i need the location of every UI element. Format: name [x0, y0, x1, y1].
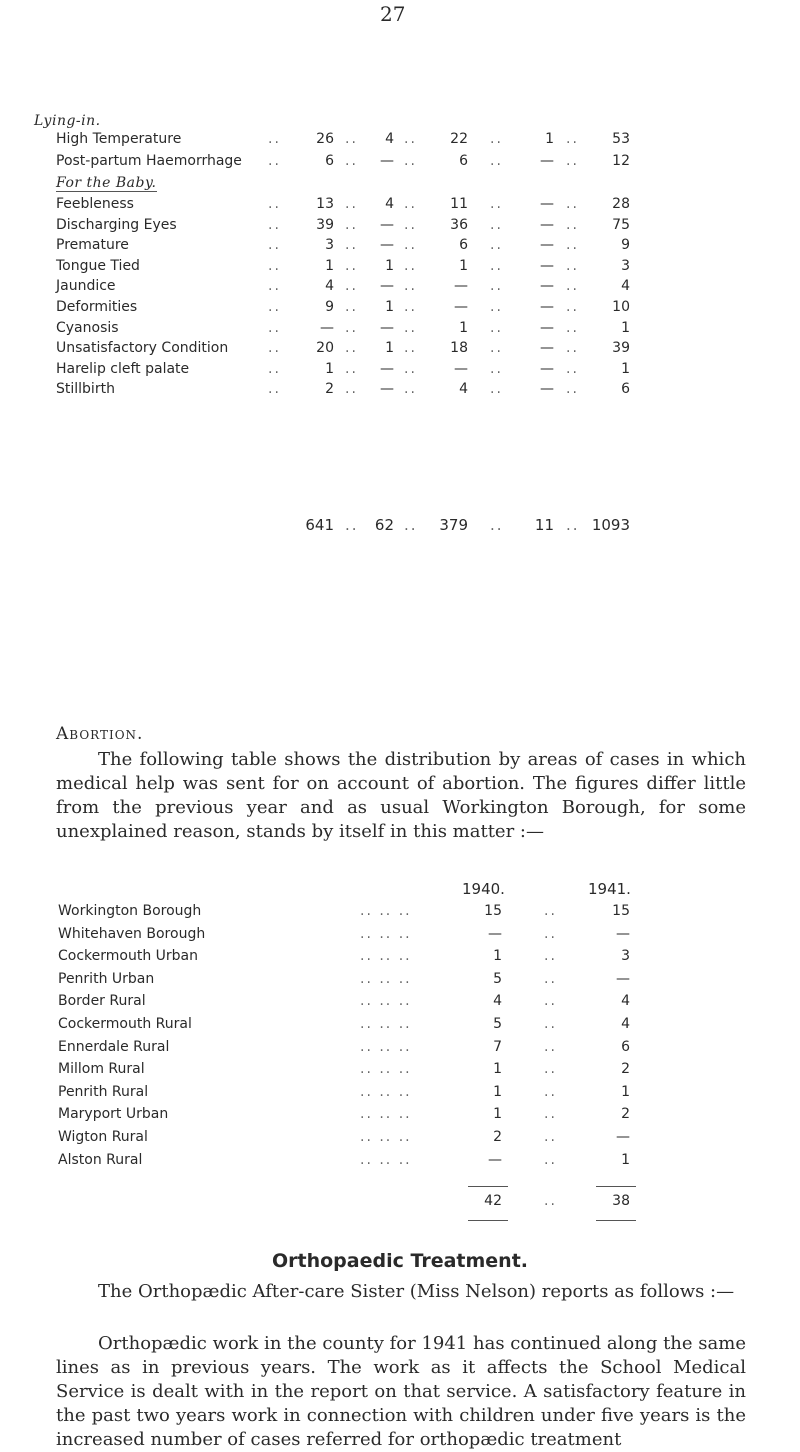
cell-1940: 1 [493, 1083, 502, 1100]
cell-c2: — [380, 153, 394, 169]
cell-c5: 28 [612, 196, 630, 212]
table-row: Unsatisfactory Condition .. 20 .. 1 .. 18 .. — .. 39 [56, 340, 630, 357]
cell-1940: 1 [493, 1061, 502, 1078]
table-row: Harelip cleft palate .. 1 .. — .. — .. — .. 1 [56, 360, 630, 377]
table-row: Workington Borough .. .. .. 15 .. 15 [58, 903, 630, 919]
abortion-paragraph: The following table shows the distribution by areas of cases in which medical help was sent for on account of abortion. The figures differ little from the previous year and as usual Workington Borough, for some unexplained reason, stands by itself in this matter :— [56, 749, 746, 842]
cell-1941: — [616, 970, 630, 987]
row-label: Feebleness [56, 196, 134, 212]
cell-c4: — [540, 278, 554, 295]
cell-1941: 15 [612, 903, 630, 919]
baby-totals-row: 641 .. 62 .. 379 .. 11 .. 1093 [0, 516, 800, 538]
cell-c3: 6 [459, 237, 468, 254]
table-row: Penrith Rural .. .. .. 1 .. 1 [58, 1083, 630, 1100]
cell-1941: 2 [621, 1061, 630, 1078]
cell-c1: 1 [325, 257, 334, 274]
cell-1940: 1 [493, 1106, 502, 1123]
cell-1940: — [488, 1151, 502, 1168]
table-row: High Temperature .. 26 .. 4 .. 22 .. 1 .. 53 [56, 131, 630, 147]
total-1940: 42 [484, 1193, 502, 1209]
baby-heading: For the Baby. [56, 175, 157, 191]
cell-c3: 11 [450, 196, 468, 212]
cell-c4: — [540, 216, 554, 233]
cell-c4: — [540, 196, 554, 212]
cell-c3: 1 [459, 257, 468, 274]
total-1941: 38 [612, 1193, 630, 1209]
double-rule-1941 [596, 1220, 636, 1221]
col-1940-header: 1940. [462, 880, 505, 898]
cell-c1: — [320, 319, 334, 336]
total-c2: 62 [374, 516, 394, 534]
cell-c4: — [540, 360, 554, 377]
cell-c1: 6 [325, 153, 334, 169]
total-c3: 379 [439, 516, 468, 534]
cell-c5: 1 [621, 319, 630, 336]
cell-c2: 1 [385, 340, 394, 357]
cell-c1: 9 [325, 299, 334, 315]
cell-c5: 75 [612, 216, 630, 233]
cell-c4: — [540, 319, 554, 336]
area-label: Alston Rural [58, 1151, 143, 1168]
area-label: Penrith Rural [58, 1083, 149, 1100]
cell-c1: 2 [325, 381, 334, 398]
cell-c1: 26 [316, 131, 334, 147]
table-row: Stillbirth .. 2 .. — .. 4 .. — .. 6 [56, 381, 630, 398]
cell-c4: — [540, 257, 554, 274]
row-label: Post-partum Haemorrhage [56, 153, 242, 169]
cell-c2: — [380, 278, 394, 295]
row-label: Harelip cleft palate [56, 360, 190, 377]
cell-1940: 5 [493, 1016, 502, 1032]
row-label: Jaundice [56, 278, 116, 295]
cell-1940: 2 [493, 1129, 502, 1145]
table-row: Cockermouth Urban .. .. .. 1 .. 3 [58, 948, 630, 965]
orthopaedic-title: Orthopaedic Treatment. [271, 1250, 529, 1272]
cell-c3: — [454, 278, 468, 295]
cell-c2: 1 [385, 299, 394, 315]
area-label: Wigton Rural [58, 1129, 148, 1145]
cell-1941: 3 [621, 948, 630, 965]
cell-c5: 1 [621, 360, 630, 377]
cell-1940: 5 [493, 970, 502, 987]
cell-1940: 1 [493, 948, 502, 965]
total-c5: 1093 [591, 516, 630, 534]
table-row: Maryport Urban .. .. .. 1 .. 2 [58, 1106, 630, 1123]
cell-c4: — [540, 237, 554, 254]
table-row: Jaundice .. 4 .. — .. — .. — .. 4 [56, 278, 630, 295]
cell-1941: 2 [621, 1106, 630, 1123]
cell-1941: — [616, 925, 630, 942]
area-label: Ennerdale Rural [58, 1038, 170, 1055]
cell-c5: 39 [612, 340, 630, 357]
table-row: Penrith Urban .. .. .. 5 .. — [58, 970, 630, 987]
row-label: Cyanosis [56, 319, 119, 336]
cell-c1: 1 [325, 360, 334, 377]
table-row: Premature .. 3 .. — .. 6 .. — .. 9 [56, 237, 630, 254]
row-label: Deformities [56, 299, 138, 315]
table-row: Deformities .. 9 .. 1 .. — .. — .. 10 [56, 299, 630, 315]
cell-c1: 4 [325, 278, 334, 295]
cell-1940: 4 [493, 993, 502, 1010]
cell-c4: — [540, 381, 554, 398]
cell-c2: 1 [385, 257, 394, 274]
lying-in-heading: Lying-in. [34, 113, 101, 129]
cell-1940: 7 [493, 1038, 502, 1055]
area-label: Workington Borough [58, 903, 202, 919]
cell-c3: — [454, 360, 468, 377]
cell-c3: 18 [450, 340, 468, 357]
area-label: Border Rural [58, 993, 146, 1010]
cell-c5: 6 [621, 381, 630, 398]
row-label: Stillbirth [56, 381, 115, 398]
cell-c2: 4 [385, 131, 394, 147]
total-c1: 641 [305, 516, 334, 534]
table-row: Cockermouth Rural .. .. .. 5 .. 4 [58, 1016, 630, 1032]
cell-c4: 1 [545, 131, 554, 147]
cell-c5: 10 [612, 299, 630, 315]
cell-c4: — [540, 340, 554, 357]
area-label: Cockermouth Urban [58, 948, 198, 965]
cell-c2: 4 [385, 196, 394, 212]
cell-1941: 1 [621, 1151, 630, 1168]
cell-c1: 20 [316, 340, 334, 357]
cell-c1: 13 [316, 196, 334, 212]
cell-c3: 36 [450, 216, 468, 233]
cell-c5: 4 [621, 278, 630, 295]
page-number: 27 [380, 2, 406, 26]
total-c4: 11 [534, 516, 554, 534]
row-label: High Temperature [56, 131, 182, 147]
cell-c3: 6 [459, 153, 468, 169]
table-row: Ennerdale Rural .. .. .. 7 .. 6 [58, 1038, 630, 1055]
cell-1941: 1 [621, 1083, 630, 1100]
area-label: Millom Rural [58, 1061, 145, 1078]
abortion-totals-row: 42 .. 38 [0, 1193, 800, 1215]
cell-c5: 53 [612, 131, 630, 147]
table-row: Cyanosis .. — .. — .. 1 .. — .. 1 [56, 319, 630, 336]
cell-1941: 6 [621, 1038, 630, 1055]
double-rule-1940 [468, 1220, 508, 1221]
table-row: Discharging Eyes .. 39 .. — .. 36 .. — .. 75 [56, 216, 630, 233]
cell-c1: 39 [316, 216, 334, 233]
cell-1941: 4 [621, 1016, 630, 1032]
cell-c2: — [380, 381, 394, 398]
table-row: Tongue Tied .. 1 .. 1 .. 1 .. — .. 3 [56, 257, 630, 274]
area-label: Whitehaven Borough [58, 925, 206, 942]
area-label: Penrith Urban [58, 970, 155, 987]
cell-c2: — [380, 319, 394, 336]
table-row: Wigton Rural .. .. .. 2 .. — [58, 1129, 630, 1145]
cell-1941: — [616, 1129, 630, 1145]
cell-c2: — [380, 360, 394, 377]
row-label: Premature [56, 237, 129, 254]
cell-c3: 22 [450, 131, 468, 147]
row-label: Unsatisfactory Condition [56, 340, 229, 357]
cell-c1: 3 [325, 237, 334, 254]
cell-c5: 9 [621, 237, 630, 254]
area-label: Maryport Urban [58, 1106, 169, 1123]
abortion-title: Abortion. [56, 724, 144, 744]
cell-c2: — [380, 237, 394, 254]
cell-c2: — [380, 216, 394, 233]
total-rule-1941 [596, 1186, 636, 1187]
cell-1940: — [488, 925, 502, 942]
cell-c4: — [540, 153, 554, 169]
cell-c3: 1 [459, 319, 468, 336]
table-row: Border Rural .. .. .. 4 .. 4 [58, 993, 630, 1010]
row-label: Discharging Eyes [56, 216, 177, 233]
cell-c3: 4 [459, 381, 468, 398]
total-rule-1940 [468, 1186, 508, 1187]
table-row: Alston Rural .. .. .. — .. 1 [58, 1151, 630, 1168]
table-row: Whitehaven Borough .. .. .. — .. — [58, 925, 630, 942]
cell-c5: 12 [612, 153, 630, 169]
cell-c3: — [454, 299, 468, 315]
area-label: Cockermouth Rural [58, 1016, 192, 1032]
cell-1941: 4 [621, 993, 630, 1010]
cell-c5: 3 [621, 257, 630, 274]
row-label: Tongue Tied [56, 257, 140, 274]
cell-c4: — [540, 299, 554, 315]
orthopaedic-para-1: The Orthopædic After-care Sister (Miss Nelson) reports as follows :— [98, 1281, 735, 1302]
table-row: Millom Rural .. .. .. 1 .. 2 [58, 1061, 630, 1078]
col-1941-header: 1941. [588, 880, 631, 898]
table-row: Post-partum Haemorrhage .. 6 .. — .. 6 .. — .. 12 [56, 153, 630, 169]
orthopaedic-para-2: Orthopædic work in the county for 1941 has continued along the same lines as in previous years. The work as it affects the School Medical Service is dealt with in the report on that service. A satisfactory feature in the past two years work in connection with children under five years is the increased number of cases referred for orthopædic treatment [56, 1333, 746, 1450]
table-row: Feebleness .. 13 .. 4 .. 11 .. — .. 28 [56, 196, 630, 212]
cell-1940: 15 [484, 903, 502, 919]
